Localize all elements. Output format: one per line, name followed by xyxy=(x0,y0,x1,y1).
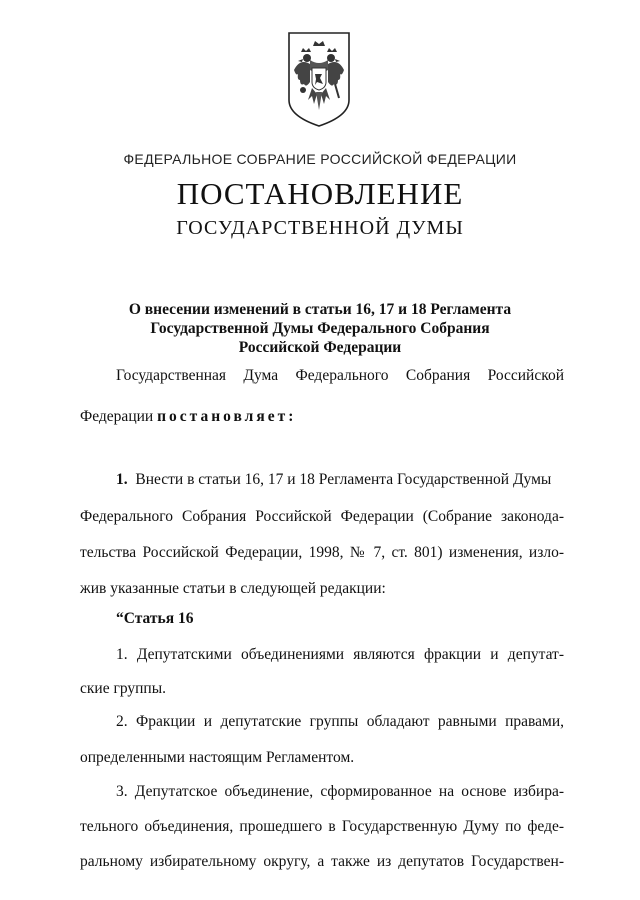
article-16-heading: “Статья 16 xyxy=(116,610,194,627)
article-paragraph-line: 1. Депутатскими объединениями являются фракции и депутат- xyxy=(116,646,564,663)
subject-line: О внесении изменений в статьи 16, 17 и 18 Регламента xyxy=(128,301,512,318)
coat-of-arms-emblem xyxy=(286,30,352,128)
item-1-line xyxy=(116,471,564,489)
preamble-text: Федерации xyxy=(80,408,158,425)
document-type-title: ПОСТАНОВЛЕНИЕ xyxy=(176,176,464,211)
article-paragraph-line: 2. Фракции и депутатские группы обладают равными правами, xyxy=(116,713,564,730)
subject-line: Государственной Думы Федерального Собрания xyxy=(150,320,490,337)
double-headed-eagle-icon xyxy=(286,30,352,128)
item-text: Внести в статьи 16, 17 и 18 Регламента Государственной Думы xyxy=(135,471,552,488)
article-paragraph-line: ские группы. xyxy=(80,680,166,697)
article-paragraph-line: определенными настоящим Регламентом. xyxy=(80,749,355,766)
item-1-line: Федерального Собрания Российской Федерации (Собрание законода- xyxy=(80,508,564,525)
parliament-name: ФЕДЕРАЛЬНОЕ СОБРАНИЕ РОССИЙСКОЙ ФЕДЕРАЦИИ xyxy=(123,151,517,167)
preamble-line xyxy=(80,408,564,426)
item-1-line: жив указанные статьи в следующей редакции: xyxy=(80,580,386,597)
article-paragraph-line: 3. Депутатское объединение, сформированное на основе избира- xyxy=(116,783,564,800)
article-paragraph-line: тельного объединения, прошедшего в Государственную Думу по феде- xyxy=(80,818,564,835)
resolves-keyword: постановляет: xyxy=(157,408,297,425)
article-paragraph-line: ральному избирательному округу, а также из депутатов Государствен- xyxy=(80,853,564,870)
item-number: 1. xyxy=(116,471,128,488)
item-1-line: тельства Российской Федерации, 1998, № 7, ст. 801) изменения, изло- xyxy=(80,544,564,561)
subject-line: Российской Федерации xyxy=(238,339,402,356)
document-issuer: ГОСУДАРСТВЕННОЙ ДУМЫ xyxy=(176,217,464,239)
document-subject xyxy=(0,300,640,357)
preamble-line: Государственная Дума Федерального Собрания Российской xyxy=(116,367,564,384)
